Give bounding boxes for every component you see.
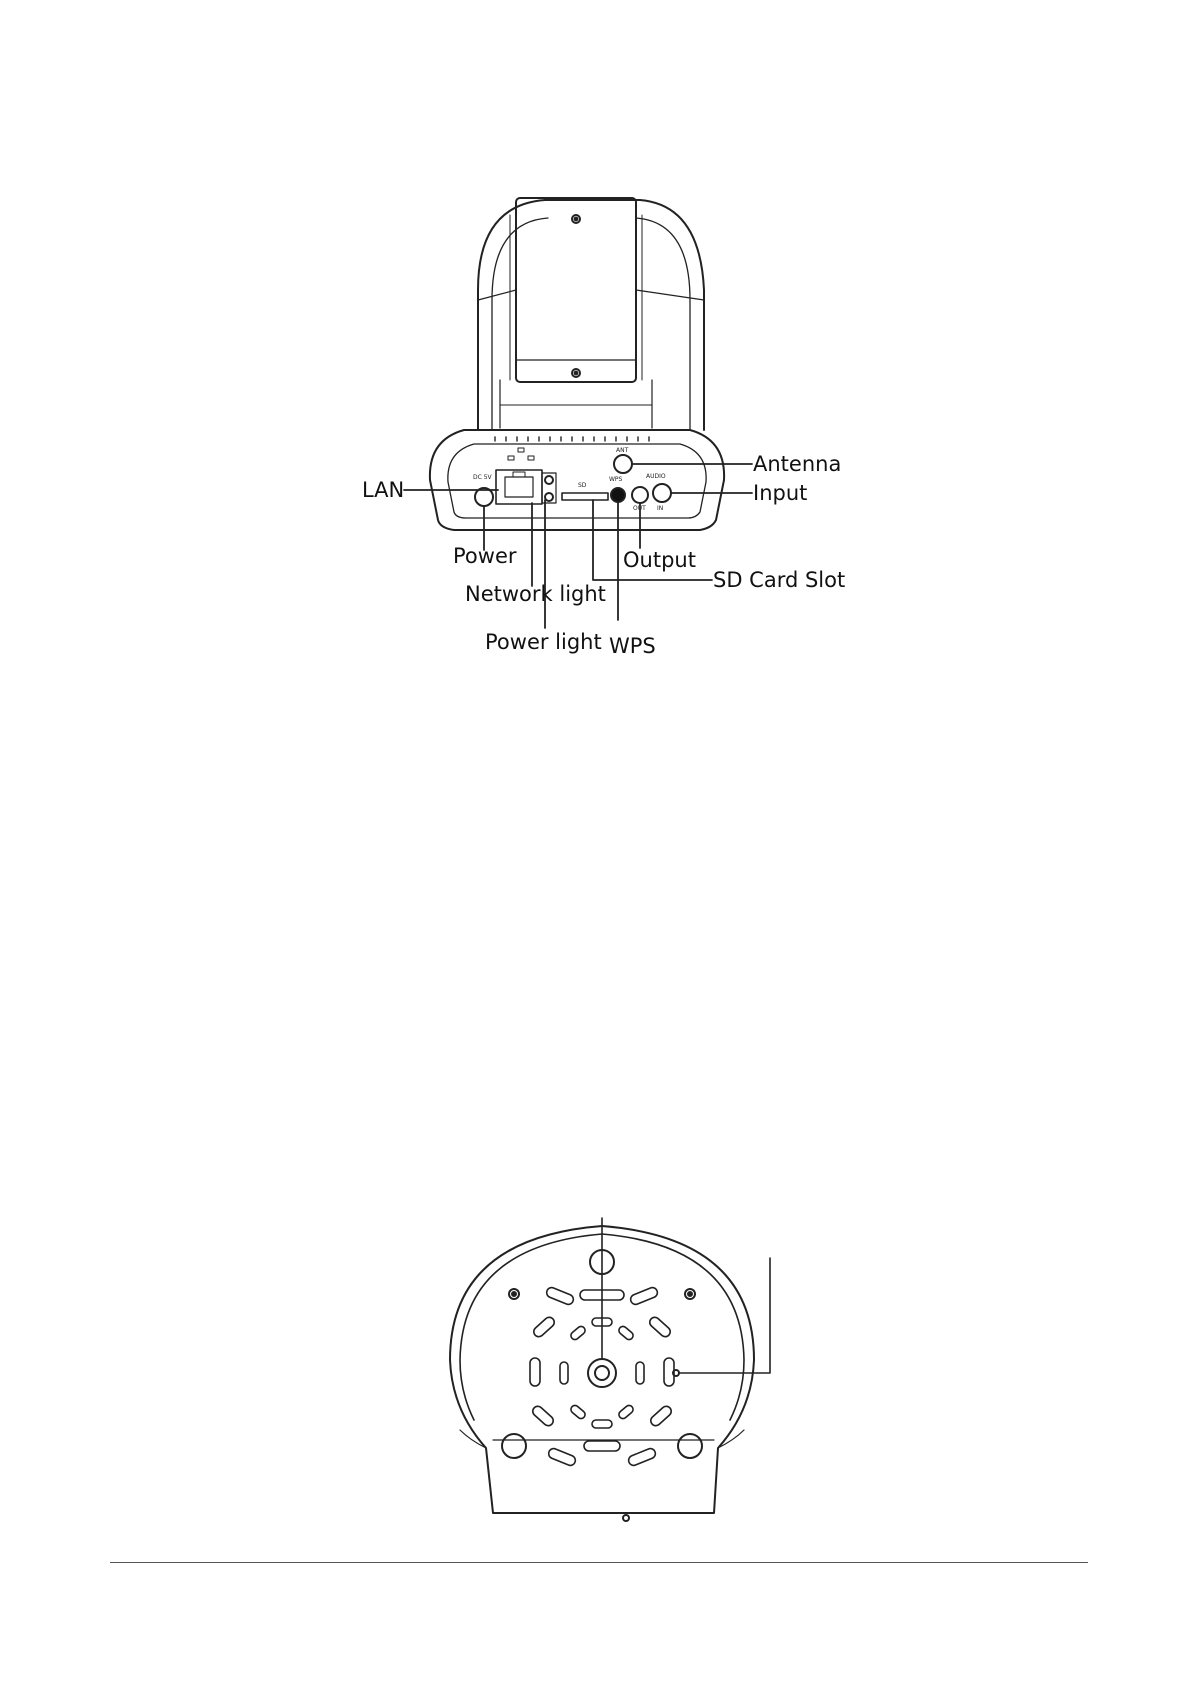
antenna-label: Antenna <box>753 452 842 476</box>
power-light-label: Power light <box>485 630 602 654</box>
wps-marking: WPS <box>609 476 623 483</box>
in-marking: IN <box>657 505 664 512</box>
tripod-socket <box>588 1359 616 1387</box>
input-label: Input <box>753 481 808 505</box>
wps-label: WPS <box>609 634 656 658</box>
lan-label: LAN <box>362 478 405 502</box>
out-marking: OUT <box>633 505 646 512</box>
sd-marking: SD <box>578 482 587 489</box>
output-label: Output <box>623 548 696 572</box>
footer-rule <box>110 1562 1088 1563</box>
vent-slots <box>534 1291 668 1462</box>
audio-marking: AUDIO <box>646 473 666 480</box>
network-light-label: Network light <box>465 582 606 606</box>
ant-marking: ANT <box>616 447 629 454</box>
power-label: Power <box>453 544 517 568</box>
sd-card-slot-label: SD Card Slot <box>713 568 846 592</box>
dc-marking: DC 5V <box>473 474 492 481</box>
